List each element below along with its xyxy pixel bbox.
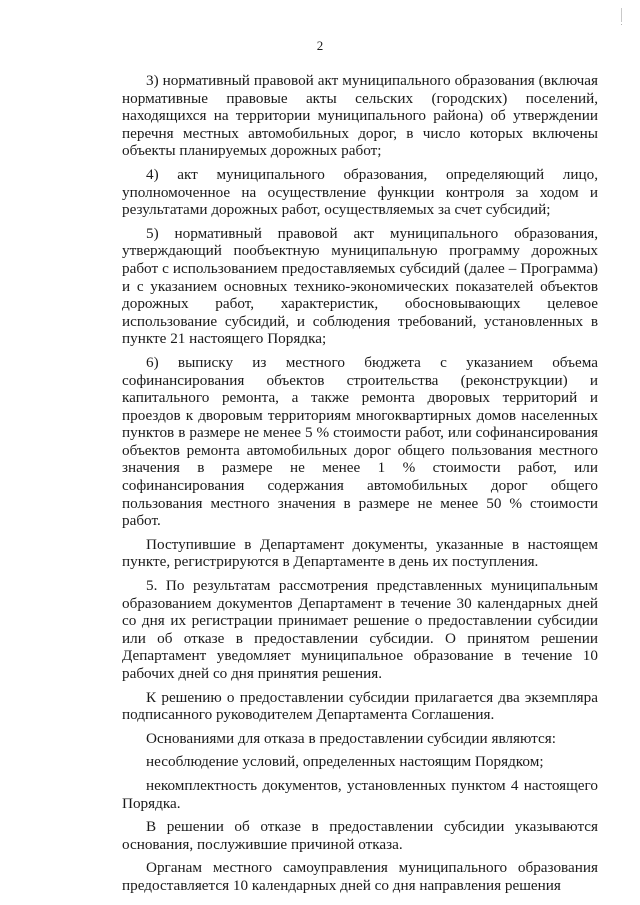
paragraph-refusal-decision: В решении об отказе в предоставлении субсидии указываются основания, послужившие причиной отказа. <box>122 818 598 853</box>
paragraph-item-6: 6) выписку из местного бюджета с указанием объема софинансирования объектов строительства (реконструкции) и капитального ремонта, а также ремонта дворовых территорий и проездов к дворовым территориям многоквартирных домов населенных пунктов в размере не менее 5 % стоимости работ, или софинансирования объектов ремонта автомобильных дорог общего пользования местного значения в размере не менее 1 % стоимости работ, или софинансирования содержания автомобильных дорог общего пользования местного значения в размере не менее 50 % стоимости работ. <box>122 353 598 530</box>
paragraph-clause-5: 5. По результатам рассмотрения представленных муниципальным образованием документов Департамент в течение 30 календарных дней со дня их регистрации принимает решение о предоставлении субсидии или об отказе в предоставлении субсидии. О принятом решении Департамент уведомляет муниципальное образование в течение 10 рабочих дней со дня принятия решения. <box>122 577 598 682</box>
paragraph-registration: Поступившие в Департамент документы, указанные в настоящем пункте, регистрируются в Департаменте в день их поступления. <box>122 535 598 571</box>
paragraph-item-3: 3) нормативный правовой акт муниципального образования (включая нормативные правовые акты сельских (городских) поселений, находящихся на территории муниципального района) об утверждении перечня местных автомобильных дорог, в число которых включены объекты планируемых дорожных работ; <box>122 72 598 160</box>
document-body <box>122 72 598 895</box>
paragraph-item-5: 5) нормативный правовой акт муниципального образования, утверждающий пообъектную муниципальную программу дорожных работ с использованием предоставляемых субсидий (далее – Программа) и с указанием основных технико-экономических показателей объектов дорожных работ, характеристик, обосновывающих целевое использование субсидий, и соблюдения требований, установленных в пункте 21 настоящего Порядка; <box>122 224 598 348</box>
paragraph-agreement-copies: К решению о предоставлении субсидии прилагается два экземпляра подписанного руководителем Департамента Соглашения. <box>122 688 598 724</box>
paragraph-refusal-grounds: Основаниями для отказа в предоставлении субсидии являются: <box>146 729 556 747</box>
paragraph-local-authorities: Органам местного самоуправления муниципального образования предоставляется 10 календарных дней со дня направления решения <box>122 859 598 894</box>
page-number: 2 <box>316 38 324 53</box>
scan-artifact-dot <box>621 24 622 25</box>
scan-artifact-line <box>621 8 622 22</box>
paragraph-refusal-reason-1: несоблюдение условий, определенных настоящим Порядком; <box>146 753 544 771</box>
paragraph-refusal-reason-2: некомплектность документов, установленных пунктом 4 настоящего Порядка. <box>122 776 598 812</box>
paragraph-item-4: 4) акт муниципального образования, определяющий лицо, уполномоченное на осуществление функции контроля за ходом и результатами дорожных работ, осуществляемых за счет субсидий; <box>122 165 598 219</box>
